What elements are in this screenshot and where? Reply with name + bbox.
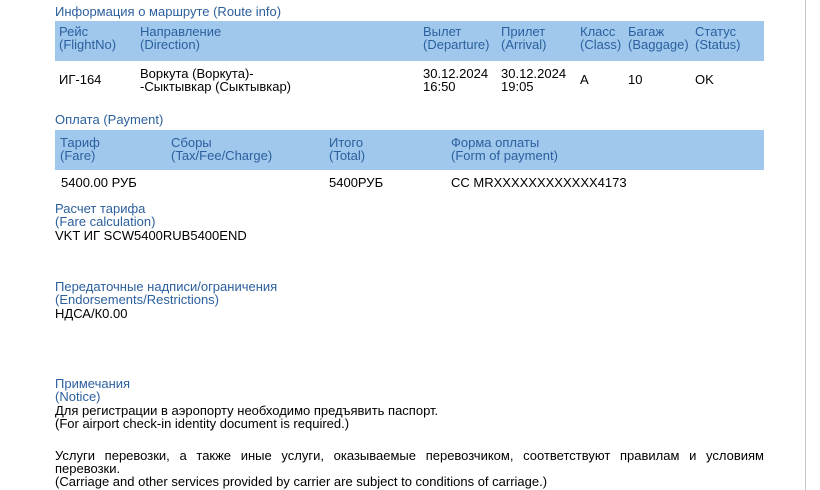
notice-line-en: (For airport check-in identity document is required.) — [55, 416, 350, 431]
arrival-value: 30.12.2024 19:05 — [501, 66, 567, 94]
direction-value: Воркута (Воркута)- -Сыктывкар (Сыктывкар) — [140, 66, 292, 94]
carriage-text: Услуги перевозки, а также иные услуги, оказываемые перевозчиком, соответствуют правилам и условиям перевозки. — [55, 448, 764, 476]
baggage-value: 10 — [628, 72, 643, 87]
notice-line-ru: Для регистрации в аэропорту необходимо предъявить паспорт. — [55, 403, 439, 418]
route-table-header — [55, 21, 764, 61]
fare-calc-label: Расчет тарифа (Fare calculation) — [55, 201, 156, 229]
total-value: 5400РУБ — [329, 175, 384, 190]
col-direction-header: Направление (Direction) — [140, 24, 222, 52]
col-fare-header: Тариф (Fare) — [60, 135, 100, 163]
col-form-header: Форма оплаты (Form of payment) — [451, 135, 558, 163]
departure-value: 30.12.2024 16:50 — [423, 66, 489, 94]
payment-form-value: CC MRXXXXXXXXXXXX4173 — [451, 175, 627, 190]
endorsements-value: НДСА/К0.00 — [55, 306, 128, 321]
carriage-text-en: (Carriage and other services provided by carrier are subject to conditions of carriage.) — [55, 474, 548, 489]
col-class-header: Класс (Class) — [580, 24, 622, 52]
fare-value: 5400.00 РУБ — [61, 175, 137, 190]
flight-number: ИГ-164 — [59, 72, 102, 87]
col-status-header: Статус (Status) — [695, 24, 741, 52]
col-fees-header: Сборы (Tax/Fee/Charge) — [171, 135, 273, 163]
col-total-header: Итого (Total) — [329, 135, 366, 163]
notice-label: Примечания (Notice) — [55, 376, 131, 404]
payment-table-header — [55, 130, 764, 170]
class-value: A — [580, 72, 589, 87]
status-value: OK — [695, 72, 714, 87]
col-baggage-header: Багаж (Baggage) — [628, 24, 689, 52]
col-departure-header: Вылет (Departure) — [423, 24, 490, 52]
endorsements-label: Передаточные надписи/ограничения (Endorsements/Restrictions) — [55, 279, 278, 307]
route-info-title: Информация о маршруте (Route info) — [55, 4, 282, 19]
col-arrival-header: Прилет (Arrival) — [501, 24, 547, 52]
fare-calc-value: VKT ИГ SCW5400RUB5400END — [55, 228, 247, 243]
col-flight-header: Рейс (FlightNo) — [59, 24, 117, 52]
payment-title: Оплата (Payment) — [55, 112, 164, 127]
